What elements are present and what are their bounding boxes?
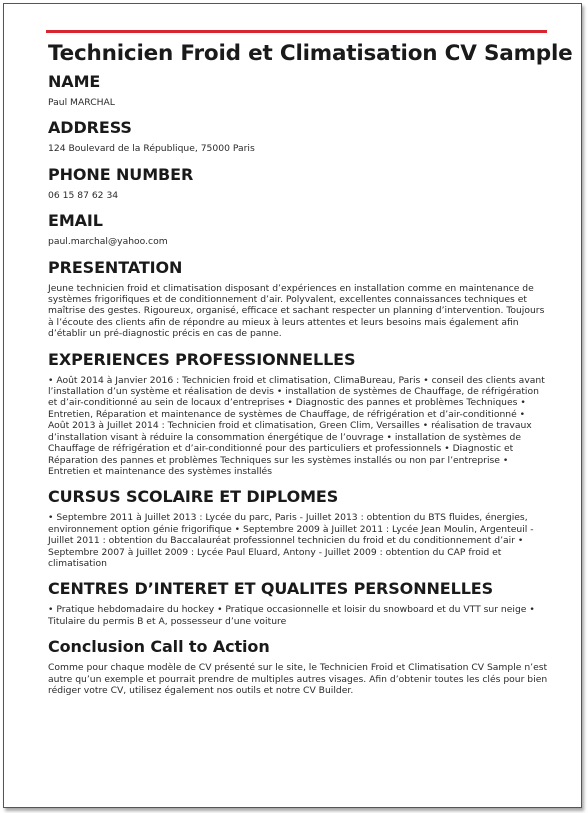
section-conclusion [48, 637, 548, 696]
accent-rule [46, 30, 547, 33]
page-title: Technicien Froid et Climatisation CV Sample [48, 41, 573, 66]
section-phone [48, 165, 548, 201]
education-text: • Septembre 2011 à Juillet 2013 : Lycée du parc, Paris - Juillet 2013 : obtention du BTS fluides, énergies, environnement option génie frigorifique • Septembre 2009 à Juillet 2011 : Lycée Jean Moulin, Argenteuil - Juillet 2011 : obtention du Baccalauréat professionnel technicien du froid et du conditionnement d’air • Septembre 2007 à Juillet 2009 : Lycée Paul Eluard, Antony - Juillet 2009 : obtention du CAP froid et climatisation [48, 512, 534, 569]
section-interests [48, 579, 548, 627]
email-value: paul.marchal@yahoo.com [48, 236, 168, 248]
section-heading-presentation: PRESENTATION [48, 257, 183, 277]
section-education [48, 487, 548, 569]
interests-text: • Pratique hebdomadaire du hockey • Pratique occasionnelle et loisir du snowboard et du VTT sur neige • Titulaire du permis B et A, possesseur d’une voiture [48, 604, 535, 627]
section-heading-interests: CENTRES D’INTERET ET QUALITES PERSONNELLES [48, 579, 494, 599]
cv-page [3, 3, 582, 808]
section-heading-phone: PHONE NUMBER [48, 164, 194, 184]
section-email [48, 211, 548, 247]
section-heading-experiences: EXPERIENCES PROFESSIONNELLES [48, 349, 356, 369]
section-address [48, 118, 548, 154]
section-experiences [48, 350, 548, 478]
presentation-text: Jeune technicien froid et climatisation disposant d’expériences en installation comme en maintenance de systèmes frigorifiques et de conditionnement d’air. Polyvalent, excellentes connaissances techniques et maîtrise des gestes. Rigoureux, organisé, efficace et sachant respecter un planning d’intervention. Toujours à l’écoute des clients afin de répondre au mieux à leurs attentes et leurs besoins mais également afin d’établir un pré-diagnostic précis en cas de panne. [48, 282, 545, 340]
section-heading-conclusion: Conclusion Call to Action [48, 637, 270, 657]
phone-value: 06 15 87 62 34 [48, 189, 119, 201]
section-heading-education: CURSUS SCOLAIRE ET DIPLOMES [48, 487, 339, 507]
name-value: Paul MARCHAL [48, 97, 115, 108]
cv-content [48, 72, 548, 696]
section-heading-email: EMAIL [48, 211, 103, 231]
section-presentation [48, 258, 548, 340]
conclusion-text: Comme pour chaque modèle de CV présenté sur le site, le Technicien Froid et Climatisation CV Sample n’est autre qu’un exemple et pourrait prendre de multiples autres visages. Afin d’obtenir toutes les clés pour bien rédiger votre CV, utilisez également nos outils et notre CV Builder. [48, 662, 548, 696]
experiences-text: • Août 2014 à Janvier 2016 : Technicien froid et climatisation, ClimaBureau, Paris • conseil des clients avant l’installation d’un système et réalisation de devis • installation de systèmes de Chauffage, de réfrigération et d’air-conditionné au sein de locaux d’entreprises • Diagnostic des pannes et problèmes Techniques • Entretien, Réparation et maintenance de systèmes de Chauffage, de réfrigération et d’air-conditionné • Août 2013 à Juillet 2014 : Technicien froid et climatisation, Green Clim, Versailles • réalisation de travaux d’installation visant à réduire la consommation énergétique de l’ouvrage • installation de systèmes de Chauffage de réfrigération et d’air-conditionné pour des particuliers et professionnels • Diagnostic et Réparation des pannes et problèmes Techniques sur les systèmes installés ou non par l’entreprise • Entretien et maintenance des systèmes installés [48, 374, 545, 477]
section-name [48, 72, 548, 108]
section-heading-name: NAME [48, 72, 101, 91]
section-heading-address: ADDRESS [48, 118, 132, 138]
address-value: 124 Boulevard de la République, 75000 Paris [48, 143, 255, 155]
